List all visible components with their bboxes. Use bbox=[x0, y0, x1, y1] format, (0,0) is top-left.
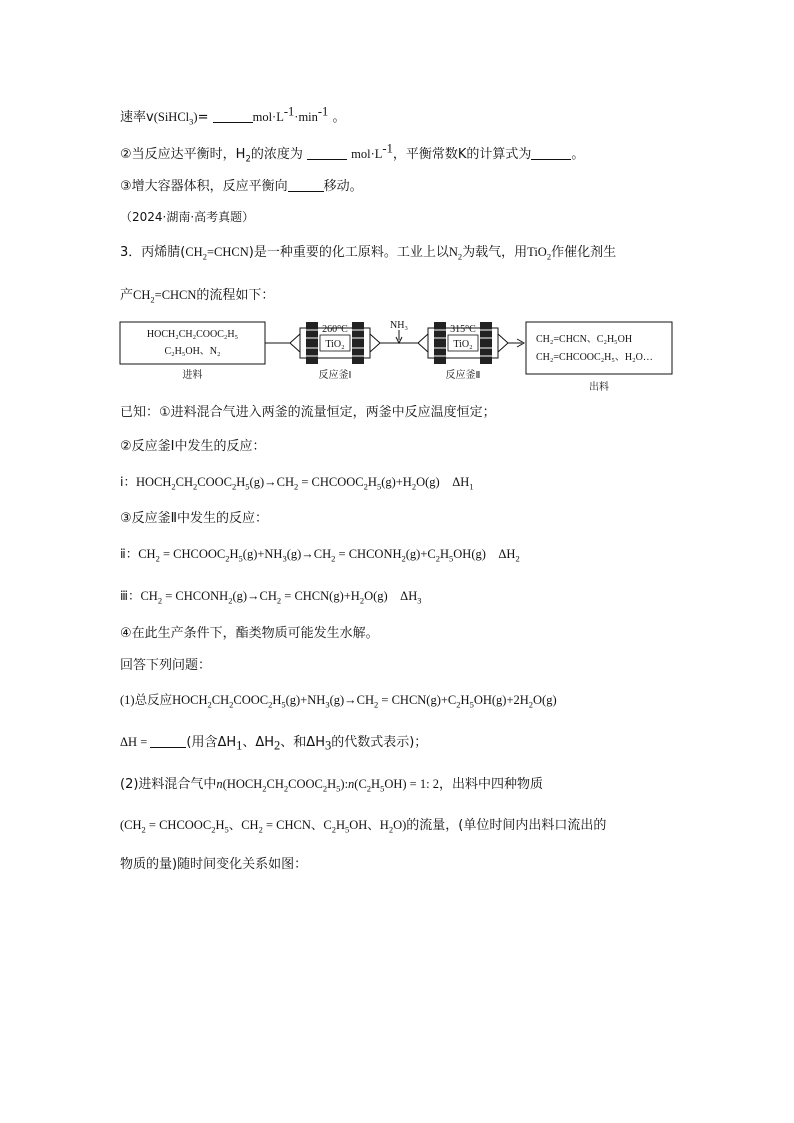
reactor-1-label: 反应釜Ⅰ bbox=[318, 370, 352, 381]
answer-blank-rate[interactable] bbox=[213, 110, 253, 123]
feed-line-1: HOCH₂CH₂COOC₂H₅ bbox=[146, 329, 239, 340]
subquestion-2: (2)进料混合气中$n(HOCH_2CH_2COOC_2H_5):n(C_2H_5OH) = 1$: 2，出料中四种物质 bbox=[120, 777, 543, 794]
reactor-1-catalyst: TiO₂ bbox=[325, 339, 345, 350]
answer-blank-delta-h[interactable] bbox=[150, 735, 186, 748]
reaction-ii: ⅱ：$CH_2$ = $CHCOOC_2H_5(g)+NH_3(g)\to CH_2$ = $CHCONH_2(g)+C_2H_5OH(g)$ $\Delta H_2$ bbox=[120, 547, 520, 564]
reaction-iii: ⅲ：$CH_2$ = $CHCONH_2(g)\to CH_2$ = $CHCN(g)+H_2O(g)$ $\Delta H_3$ bbox=[120, 589, 422, 606]
answer-blank-h2-conc[interactable] bbox=[307, 147, 347, 160]
reactor-1-temp: 260°C bbox=[322, 324, 348, 335]
output-box bbox=[526, 322, 672, 374]
subquestion-2-cont: ($CH_2$ = $CHCOOC_2H_5$、$CH_2$ = CHCN、$C_2H_5OH$、$H_2O$)的流量，(单位时间内出料口流出的 bbox=[120, 818, 607, 835]
known-4: ④在此生产条件下，酯类物质可能发生水解。 bbox=[120, 626, 379, 641]
feed-label: 进料 bbox=[182, 370, 203, 381]
answer-blank-direction[interactable] bbox=[288, 179, 324, 192]
line-rate: 速率v(SiHCl$_3$)= $mol\cdot L^{-1}\cdot\min^{-1}$ 。 bbox=[120, 104, 346, 127]
known-2: ②反应釜Ⅰ中发生的反应： bbox=[120, 439, 266, 454]
source-tag: （2024·湖南·高考真题） bbox=[120, 210, 255, 224]
known-1: 已知：①进料混合气进入两釜的流量恒定，两釜中反应温度恒定； bbox=[120, 405, 496, 420]
subquestion-1-answer: ΔH = (用含$\Delta H_1$、$\Delta H_2$、和$\Delta H_3$的代数式表示)； bbox=[120, 735, 428, 753]
output-line-2: CH₂=CHCOOC₂H₅、H₂O… bbox=[536, 352, 653, 363]
subquestion-1: (1)总反应$HOCH_2CH_2COOC_2H_5(g)+NH_3(g)\to CH_2$ = $CHCN(g)+C_2H_5OH(g)+2H_2O(g)$ bbox=[120, 693, 557, 710]
process-flow-diagram bbox=[118, 318, 678, 400]
known-3: ③反应釜Ⅱ中发生的反应： bbox=[120, 511, 269, 526]
answer-prompt: 回答下列问题： bbox=[120, 658, 212, 673]
question-3-intro-2: 产$CH_2=CHCN$的流程如下： bbox=[120, 288, 275, 305]
output-label: 出料 bbox=[589, 382, 609, 393]
reactor-2-label: 反应釜Ⅱ bbox=[445, 370, 481, 381]
output-line-1: CH₂=CHCN、C₂H₅OH bbox=[536, 334, 633, 345]
line-equilibrium: ②当反应达平衡时，$H_2$的浓度为 $mol\cdot L^{-1}$，平衡常数K的计算式为 。 bbox=[120, 141, 585, 165]
reactor-2-catalyst: TiO₂ bbox=[453, 339, 473, 350]
feed-line-2: C₂H₅OH、N₂ bbox=[164, 346, 221, 357]
question-3-intro: 3．丙烯腈$(CH_2=CHCN)$是一种重要的化工原料。工业上以$N_2$为载气，用TiO$_2$作催化剂生 bbox=[120, 245, 617, 262]
answer-blank-k-expression[interactable] bbox=[531, 147, 571, 160]
line-volume: ③增大容器体积，反应平衡向 移动。 bbox=[120, 179, 363, 194]
nh3-input: NH₃ bbox=[390, 320, 408, 331]
subquestion-2-figure-ref: 物质的量)随时间变化关系如图： bbox=[120, 857, 308, 872]
reaction-i: ⅰ：$HOCH_2CH_2COOC_2H_5(g)\to CH_2$ = $CHCOOC_2H_5(g)+H_2O(g)$ $\Delta H_1$ bbox=[120, 475, 474, 492]
reactor-2-temp: 315°C bbox=[450, 324, 476, 335]
